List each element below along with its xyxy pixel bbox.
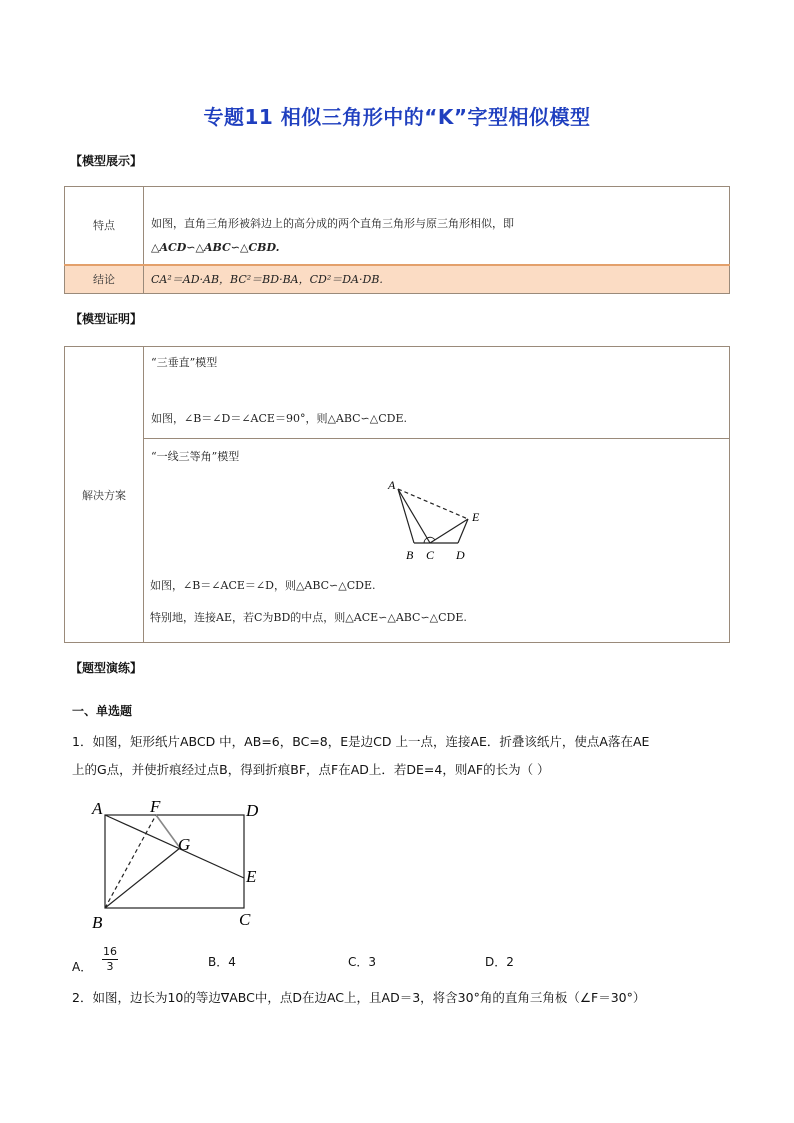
page-title: 专题11 相似三角形中的“K”字型相似模型 bbox=[203, 105, 591, 129]
fraction-denominator: 3 bbox=[106, 960, 114, 973]
three-perpendicular-title: “三垂直”模型 bbox=[151, 356, 218, 369]
option-a-prefix: A． bbox=[72, 960, 93, 974]
option-b[interactable]: B．4 bbox=[208, 955, 236, 969]
one-line-text: 如图，∠B＝∠ACE＝∠D，则△ABC∽△CDE. bbox=[150, 579, 376, 592]
segment-ac bbox=[398, 489, 430, 543]
segment-ae-dashed bbox=[398, 489, 468, 519]
features-cell bbox=[144, 187, 730, 265]
q1-label-a: A bbox=[92, 799, 103, 818]
section-model-display: 【模型展示】 bbox=[70, 154, 143, 168]
question-1-figure bbox=[88, 798, 278, 933]
q1-label-f: F bbox=[150, 798, 161, 816]
option-a[interactable] bbox=[72, 945, 118, 982]
conclusion-cell bbox=[144, 265, 730, 294]
model-display-table bbox=[64, 186, 730, 294]
label-a: A bbox=[388, 479, 396, 492]
one-line-three-angles-cell bbox=[144, 439, 730, 643]
segment-bg bbox=[105, 848, 180, 908]
segment-ab bbox=[398, 489, 414, 543]
segment-ae bbox=[105, 815, 244, 878]
option-a-fraction bbox=[102, 945, 118, 974]
label-b: B bbox=[406, 548, 414, 562]
q1-label-g: G bbox=[178, 835, 191, 854]
q1-label-c: C bbox=[239, 910, 251, 929]
label-conclusion: 结论 bbox=[65, 265, 144, 294]
model-proof-table bbox=[64, 346, 730, 643]
question-1-line-1: 1．如图，矩形纸片ABCD 中，AB=6，BC=8，E是边CD 上一点，连接AE．折叠该纸片，使点A落在AE bbox=[72, 734, 650, 749]
question-1-line-2: 上的G点，并使折痕经过点B，得到折痕BF，点F在AD上．若DE=4，则AF的长为（ ） bbox=[72, 762, 550, 777]
section-practice: 【题型演练】 bbox=[70, 661, 143, 675]
one-line-title: “一线三等角”模型 bbox=[151, 450, 240, 463]
segment-ce bbox=[430, 519, 468, 543]
three-perpendicular-text: 如图，∠B＝∠D＝∠ACE＝90°，则△ABC∽△CDE. bbox=[151, 412, 407, 425]
conclusion-text: CA²＝AD·AB，BC²＝BD·BA，CD²＝DA·DB. bbox=[151, 273, 383, 287]
features-similarity: △ACD∽△ABC∽△CBD. bbox=[151, 241, 280, 254]
label-features: 特点 bbox=[65, 187, 144, 265]
fold-line-bf bbox=[105, 815, 156, 908]
q1-label-e: E bbox=[246, 867, 257, 886]
label-c: C bbox=[426, 548, 435, 562]
section-model-proof: 【模型证明】 bbox=[70, 312, 143, 326]
label-e: E bbox=[472, 510, 480, 524]
k-model-figure bbox=[378, 479, 508, 569]
label-solution: 解决方案 bbox=[65, 347, 144, 643]
option-c[interactable]: C．3 bbox=[348, 955, 377, 969]
q1-label-b: B bbox=[92, 913, 103, 932]
q1-label-d: D bbox=[246, 801, 259, 820]
single-choice-heading: 一、单选题 bbox=[72, 704, 133, 718]
features-text: 如图，直角三角形被斜边上的高分成的两个直角三角形与原三角形相似，即 bbox=[151, 217, 514, 230]
label-d: D bbox=[456, 548, 465, 562]
special-case-text: 特别地，连接AE，若C为BD的中点，则△ACE∽△ABC∽△CDE. bbox=[150, 611, 467, 624]
three-perpendicular-cell bbox=[144, 347, 730, 439]
option-d[interactable]: D．2 bbox=[485, 955, 514, 969]
question-2-line-1: 2．如图，边长为10的等边∇ABC中，点D在边AC上，且AD＝3，将含30°角的直角三角板（∠F＝30°） bbox=[72, 990, 646, 1005]
fraction-numerator: 16 bbox=[103, 945, 118, 958]
rectangle-abcd bbox=[105, 815, 244, 908]
